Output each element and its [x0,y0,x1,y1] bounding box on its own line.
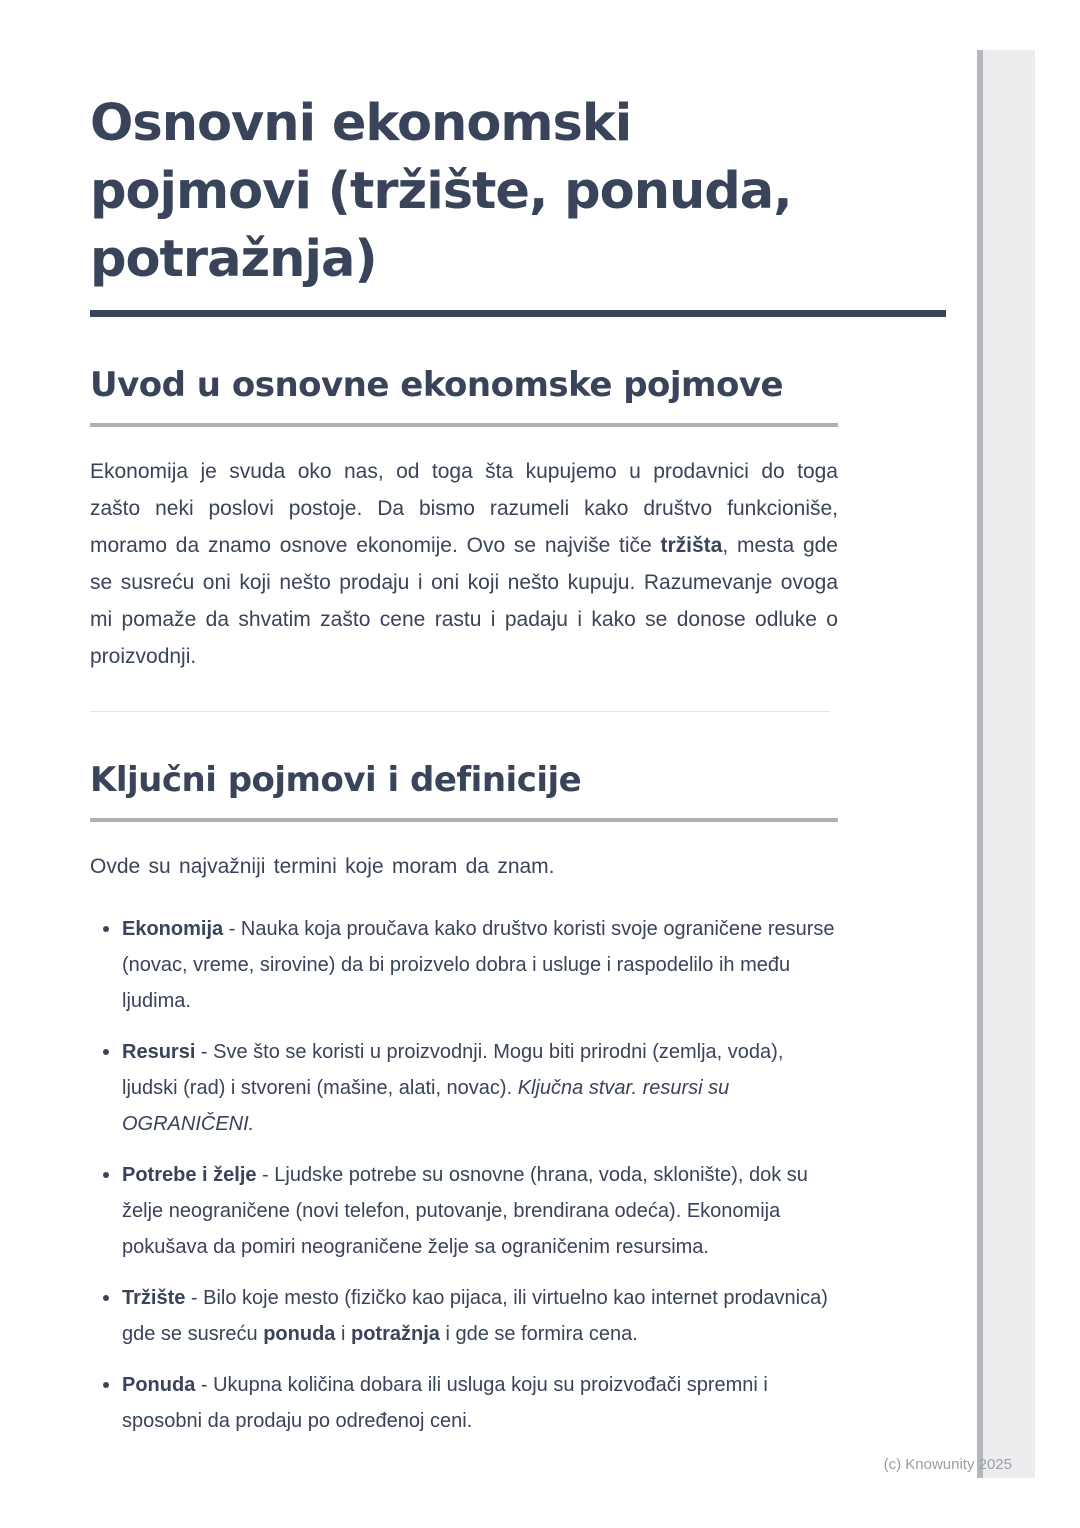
list-item [90,1157,838,1265]
page-content [90,90,838,1439]
heading-underline [90,423,838,427]
list-item [90,1034,838,1142]
page-title-line-1: Osnovni ekonomski [90,94,632,153]
text-segment: Ekonomija je svuda oko nas, od toga šta kupujemo u prodavnici do toga zašto neki poslovi postoje. Da bismo razumeli kako društvo funkcioniše, moramo da znamo osnove ekonomije. Ovo se najviše tiče [90,460,838,557]
section-heading-terms: Ključni pojmovi i definicije [90,760,582,800]
text-segment: Ekonomija [122,918,224,940]
terms-list [90,911,838,1439]
text-segment: i gde se formira cena. [439,1323,638,1345]
text-segment: - Ukupna količina dobara ili usluga koju su proizvođači spremni i sposobni da prodaju po određenoj ceni. [122,1374,768,1432]
page-edge-strip [977,50,1035,1478]
list-item [90,1280,838,1352]
text-segment: i [335,1323,351,1345]
section-divider [90,711,830,712]
title-rule [90,310,946,317]
terms-intro: Ovde su najvažniji termini koje moram da znam. [90,855,555,878]
page-title-line-3: potražnja) [90,230,377,289]
text-segment: Ponuda [122,1374,196,1396]
text-segment: Tržište [122,1287,186,1309]
text-segment: tržišta [660,534,723,557]
text-segment: Resursi [122,1041,196,1063]
text-segment: ponuda [263,1323,336,1345]
text-segment: - Nauka koja proučava kako društvo koristi svoje ograničene resurse (novac, vreme, sirovine) da bi proizvelo dobra i usluge i raspodelilo ih među ljudima. [122,918,835,1012]
text-segment: , mesta gde se susreću oni koji nešto prodaju i oni koji nešto kupuju. Razumevanje ovoga mi pomaže da shvatim zašto cene rastu i padaju i kako se donose odluke o proizvodnji. [90,534,838,668]
text-segment: - Bilo koje mesto (fizičko kao pijaca, ili virtuelno kao internet prodavnica) gde se susreću [122,1287,828,1345]
footer-credit: (c) Knowunity 2025 [883,1456,1012,1473]
section-heading-intro: Uvod u osnovne ekonomske pojmove [90,365,784,405]
text-segment: Potrebe i želje [122,1164,257,1186]
heading-underline [90,818,838,822]
text-segment: potražnja [350,1323,440,1345]
list-item [90,911,838,1019]
text-segment: - Ljudske potrebe su osnovne (hrana, voda, sklonište), dok su želje neograničene (novi telefon, putovanje, brendirana odeća). Ekonomija pokušava da pomiri neograničene želje sa ograničenim resursima. [122,1164,808,1258]
text-segment: Ključna stvar. resursi su OGRANIČENI. [122,1077,730,1135]
list-item [90,1367,838,1439]
intro-paragraph [90,453,838,675]
page-title-line-2: pojmovi (tržište, ponuda, [90,162,792,221]
page-title [90,90,950,294]
text-segment: - Sve što se koristi u proizvodnji. Mogu biti prirodni (zemlja, voda), ljudski (rad) i stvoreni (mašine, alati, novac). [122,1041,784,1099]
